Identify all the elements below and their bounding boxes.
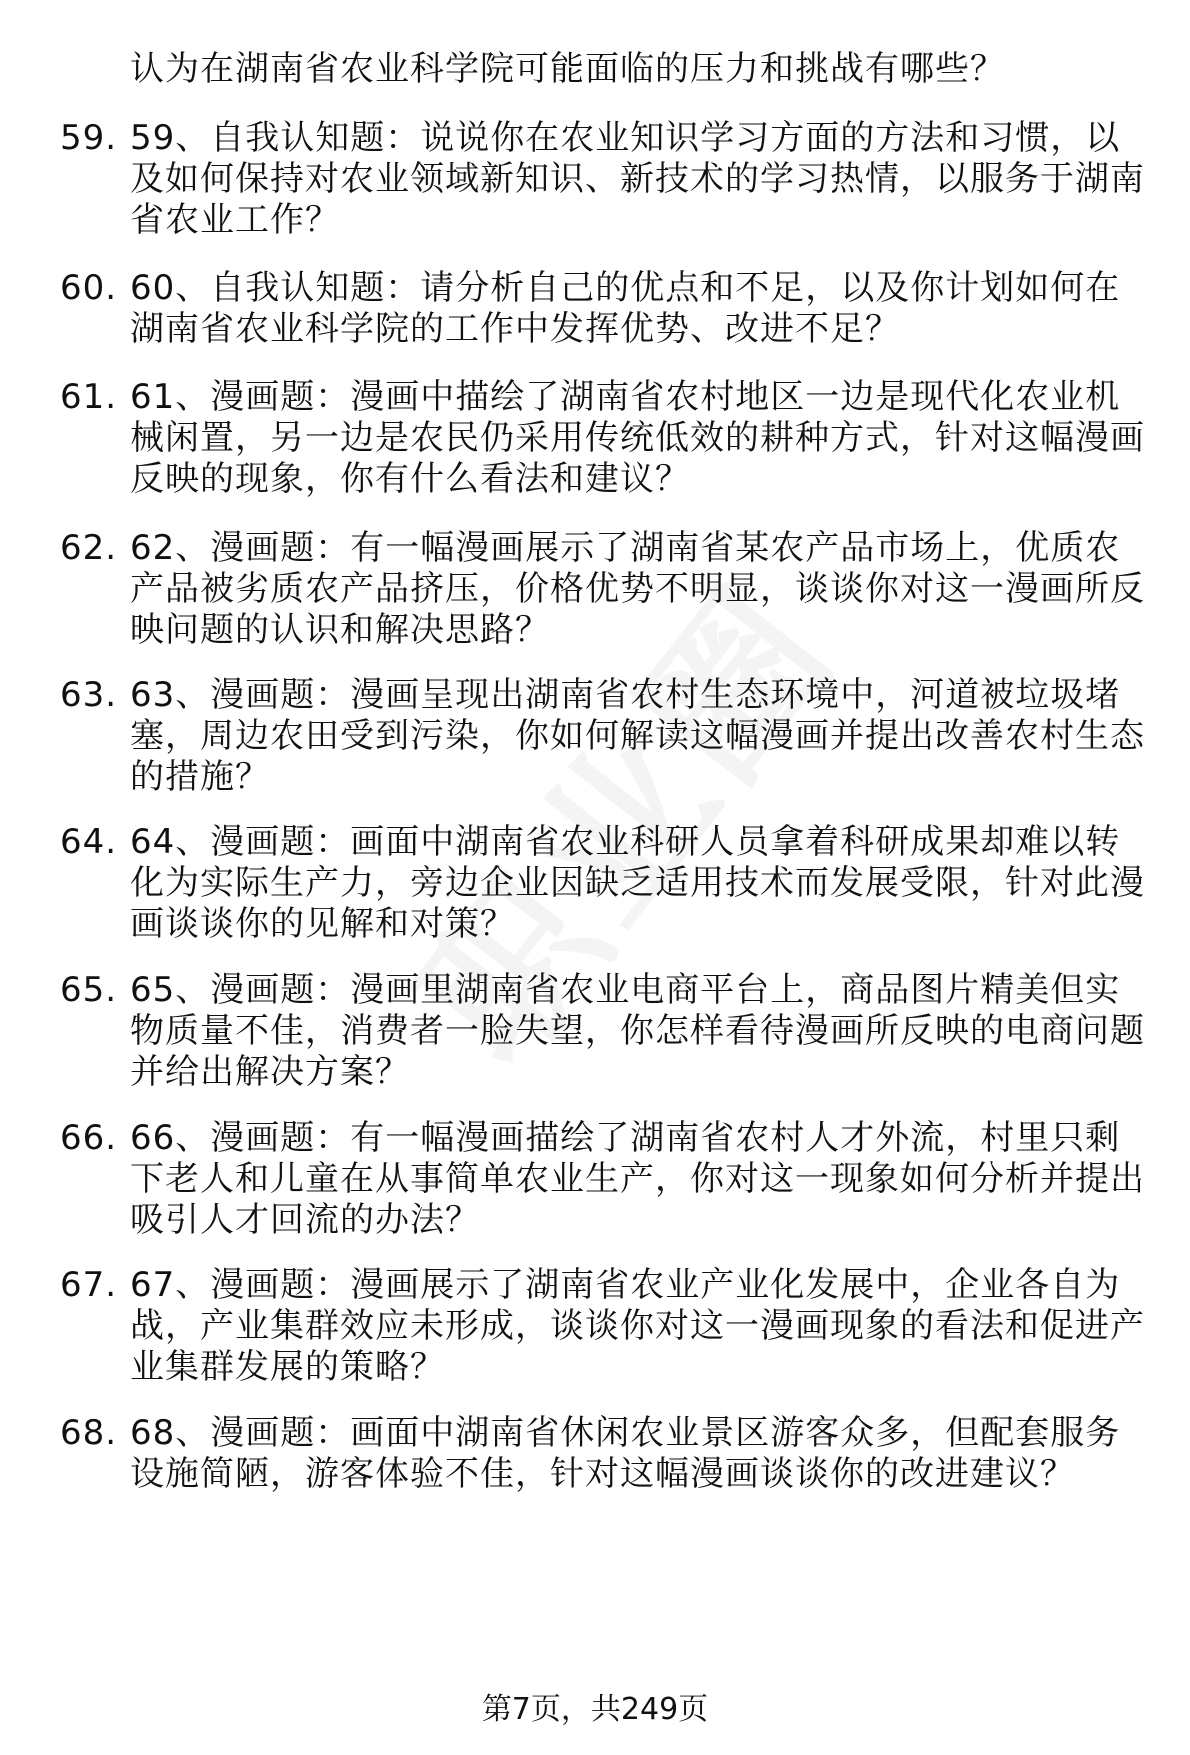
list-number: 64. xyxy=(60,822,118,862)
list-number: 62. xyxy=(60,528,118,568)
question-text: 62、漫画题：有一幅漫画展示了湖南省某农产品市场上，优质农产品被劣质农产品挤压，价格优势不明显，谈谈你对这一漫画所反映问题的认识和解决思路？ xyxy=(130,528,1145,650)
question-item-59 xyxy=(60,118,1160,241)
watermark xyxy=(354,244,1066,1076)
list-number: 59. xyxy=(60,118,118,158)
question-item-60 xyxy=(60,268,1160,350)
list-number: 66. xyxy=(60,1118,118,1158)
question-item-61 xyxy=(60,377,1160,500)
question-text: 64、漫画题：画面中湖南省农业科研人员拿着科研成果却难以转化为实际生产力，旁边企业因缺乏适用技术而发展受限，针对此漫画谈谈你的见解和对策？ xyxy=(130,822,1145,944)
list-number: 63. xyxy=(60,675,118,715)
list-number: 65. xyxy=(60,970,118,1010)
question-text: 60、自我认知题：请分析自己的优点和不足，以及你计划如何在湖南省农业科学院的工作中发挥优势、改进不足？ xyxy=(130,268,1121,349)
question-item-64 xyxy=(60,822,1160,945)
list-number: 67. xyxy=(60,1265,118,1305)
question-item-65 xyxy=(60,970,1160,1093)
question-text: 63、漫画题：漫画呈现出湖南省农村生态环境中，河道被垃圾堵塞，周边农田受到污染，你如何解读这幅漫画并提出改善农村生态的措施？ xyxy=(130,675,1145,797)
question-item-62 xyxy=(60,528,1160,651)
question-text: 67、漫画题：漫画展示了湖南省农业产业化发展中，企业各自为战，产业集群效应未形成，谈谈你对这一漫画现象的看法和促进产业集群发展的策略？ xyxy=(130,1265,1145,1387)
question-text: 61、漫画题：漫画中描绘了湖南省农村地区一边是现代化农业机械闲置，另一边是农民仍采用传统低效的耕种方式，针对这幅漫画反映的现象，你有什么看法和建议？ xyxy=(130,377,1145,499)
list-number: 61. xyxy=(60,377,118,417)
question-text: 59、自我认知题：说说你在农业知识学习方面的方法和习惯，以及如何保持对农业领域新知识、新技术的学习热情，以服务于湖南省农业工作？ xyxy=(130,118,1145,240)
question-text: 66、漫画题：有一幅漫画描绘了湖南省农村人才外流，村里只剩下老人和儿童在从事简单农业生产，你对这一现象如何分析并提出吸引人才回流的办法？ xyxy=(130,1118,1145,1240)
question-item-66 xyxy=(60,1118,1160,1241)
list-number: 68. xyxy=(60,1413,118,1453)
question-item-68 xyxy=(60,1413,1160,1495)
question-text: 65、漫画题：漫画里湖南省农业电商平台上，商品图片精美但实物质量不佳，消费者一脸失望，你怎样看待漫画所反映的电商问题并给出解决方案？ xyxy=(130,970,1145,1092)
question-text: 68、漫画题：画面中湖南省休闲农业景区游客众多，但配套服务设施简陋，游客体验不佳，针对这幅漫画谈谈你的改进建议？ xyxy=(130,1413,1121,1494)
list-number: 60. xyxy=(60,268,118,308)
question-item-63 xyxy=(60,675,1160,798)
continued-paragraph: 认为在湖南省农业科学院可能面临的压力和挑战有哪些？ xyxy=(130,49,1005,89)
question-item-67 xyxy=(60,1265,1160,1388)
page-footer: 第7页，共249页 xyxy=(481,1692,709,1727)
